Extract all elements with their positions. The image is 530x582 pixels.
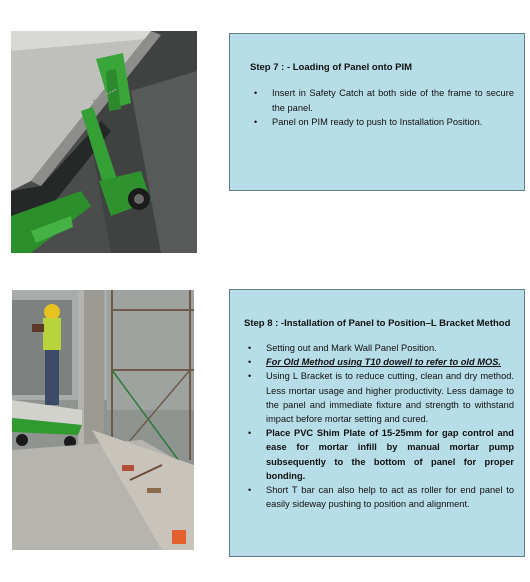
list-item (244, 341, 514, 355)
bullet-icon: • (248, 357, 252, 368)
step8-box (229, 289, 525, 557)
photo-panel-on-pim (11, 31, 197, 253)
bullet-icon: • (248, 485, 252, 496)
step7-box (229, 33, 525, 191)
step7-bullet-text: Panel on PIM ready to push to Installation Position. (272, 117, 483, 128)
step8-bullet-text: Place PVC Shim Plate of 15-25mm for gap control and ease for mortar infill by manual mortar pump subsequently to the bottom of panel for proper bonding. (266, 428, 514, 481)
bullet-icon: • (254, 117, 258, 128)
step8-bullet-list (244, 341, 514, 511)
step7-bullet-list (250, 86, 514, 130)
step8-bullet-text: Using L Bracket is to reduce cutting, clean and dry method. Less mortar usage and higher productivity. Less damage to the panel and immediate fixture and strength to withstand impact before mortar setting and cured. (266, 371, 514, 425)
list-item (250, 115, 514, 130)
list-item (250, 86, 514, 115)
step8-bullet-text: Short T bar can also help to act as roller for end panel to easily sideway pushing to position and alignment. (266, 485, 514, 510)
bullet-icon: • (248, 371, 252, 382)
step7-bullet-text: Insert in Safety Catch at both side of the frame to secure the panel. (272, 88, 514, 113)
bullet-icon: • (248, 428, 252, 439)
list-item (244, 355, 514, 369)
bullet-icon: • (248, 343, 252, 353)
step8-bullet-text: For Old Method using T10 dowell to refer to old MOS. (266, 357, 502, 368)
bullet-icon: • (254, 88, 258, 98)
list-item (244, 483, 514, 511)
photo-panel-installation (12, 290, 194, 550)
list-item (244, 426, 514, 483)
step8-title: Step 8 : -Installation of Panel to Position–L Bracket Method (244, 318, 511, 329)
list-item (244, 369, 514, 426)
step8-bullet-text: Setting out and Mark Wall Panel Position. (266, 343, 437, 353)
step7-title: Step 7 : - Loading of Panel onto PIM (250, 62, 413, 73)
